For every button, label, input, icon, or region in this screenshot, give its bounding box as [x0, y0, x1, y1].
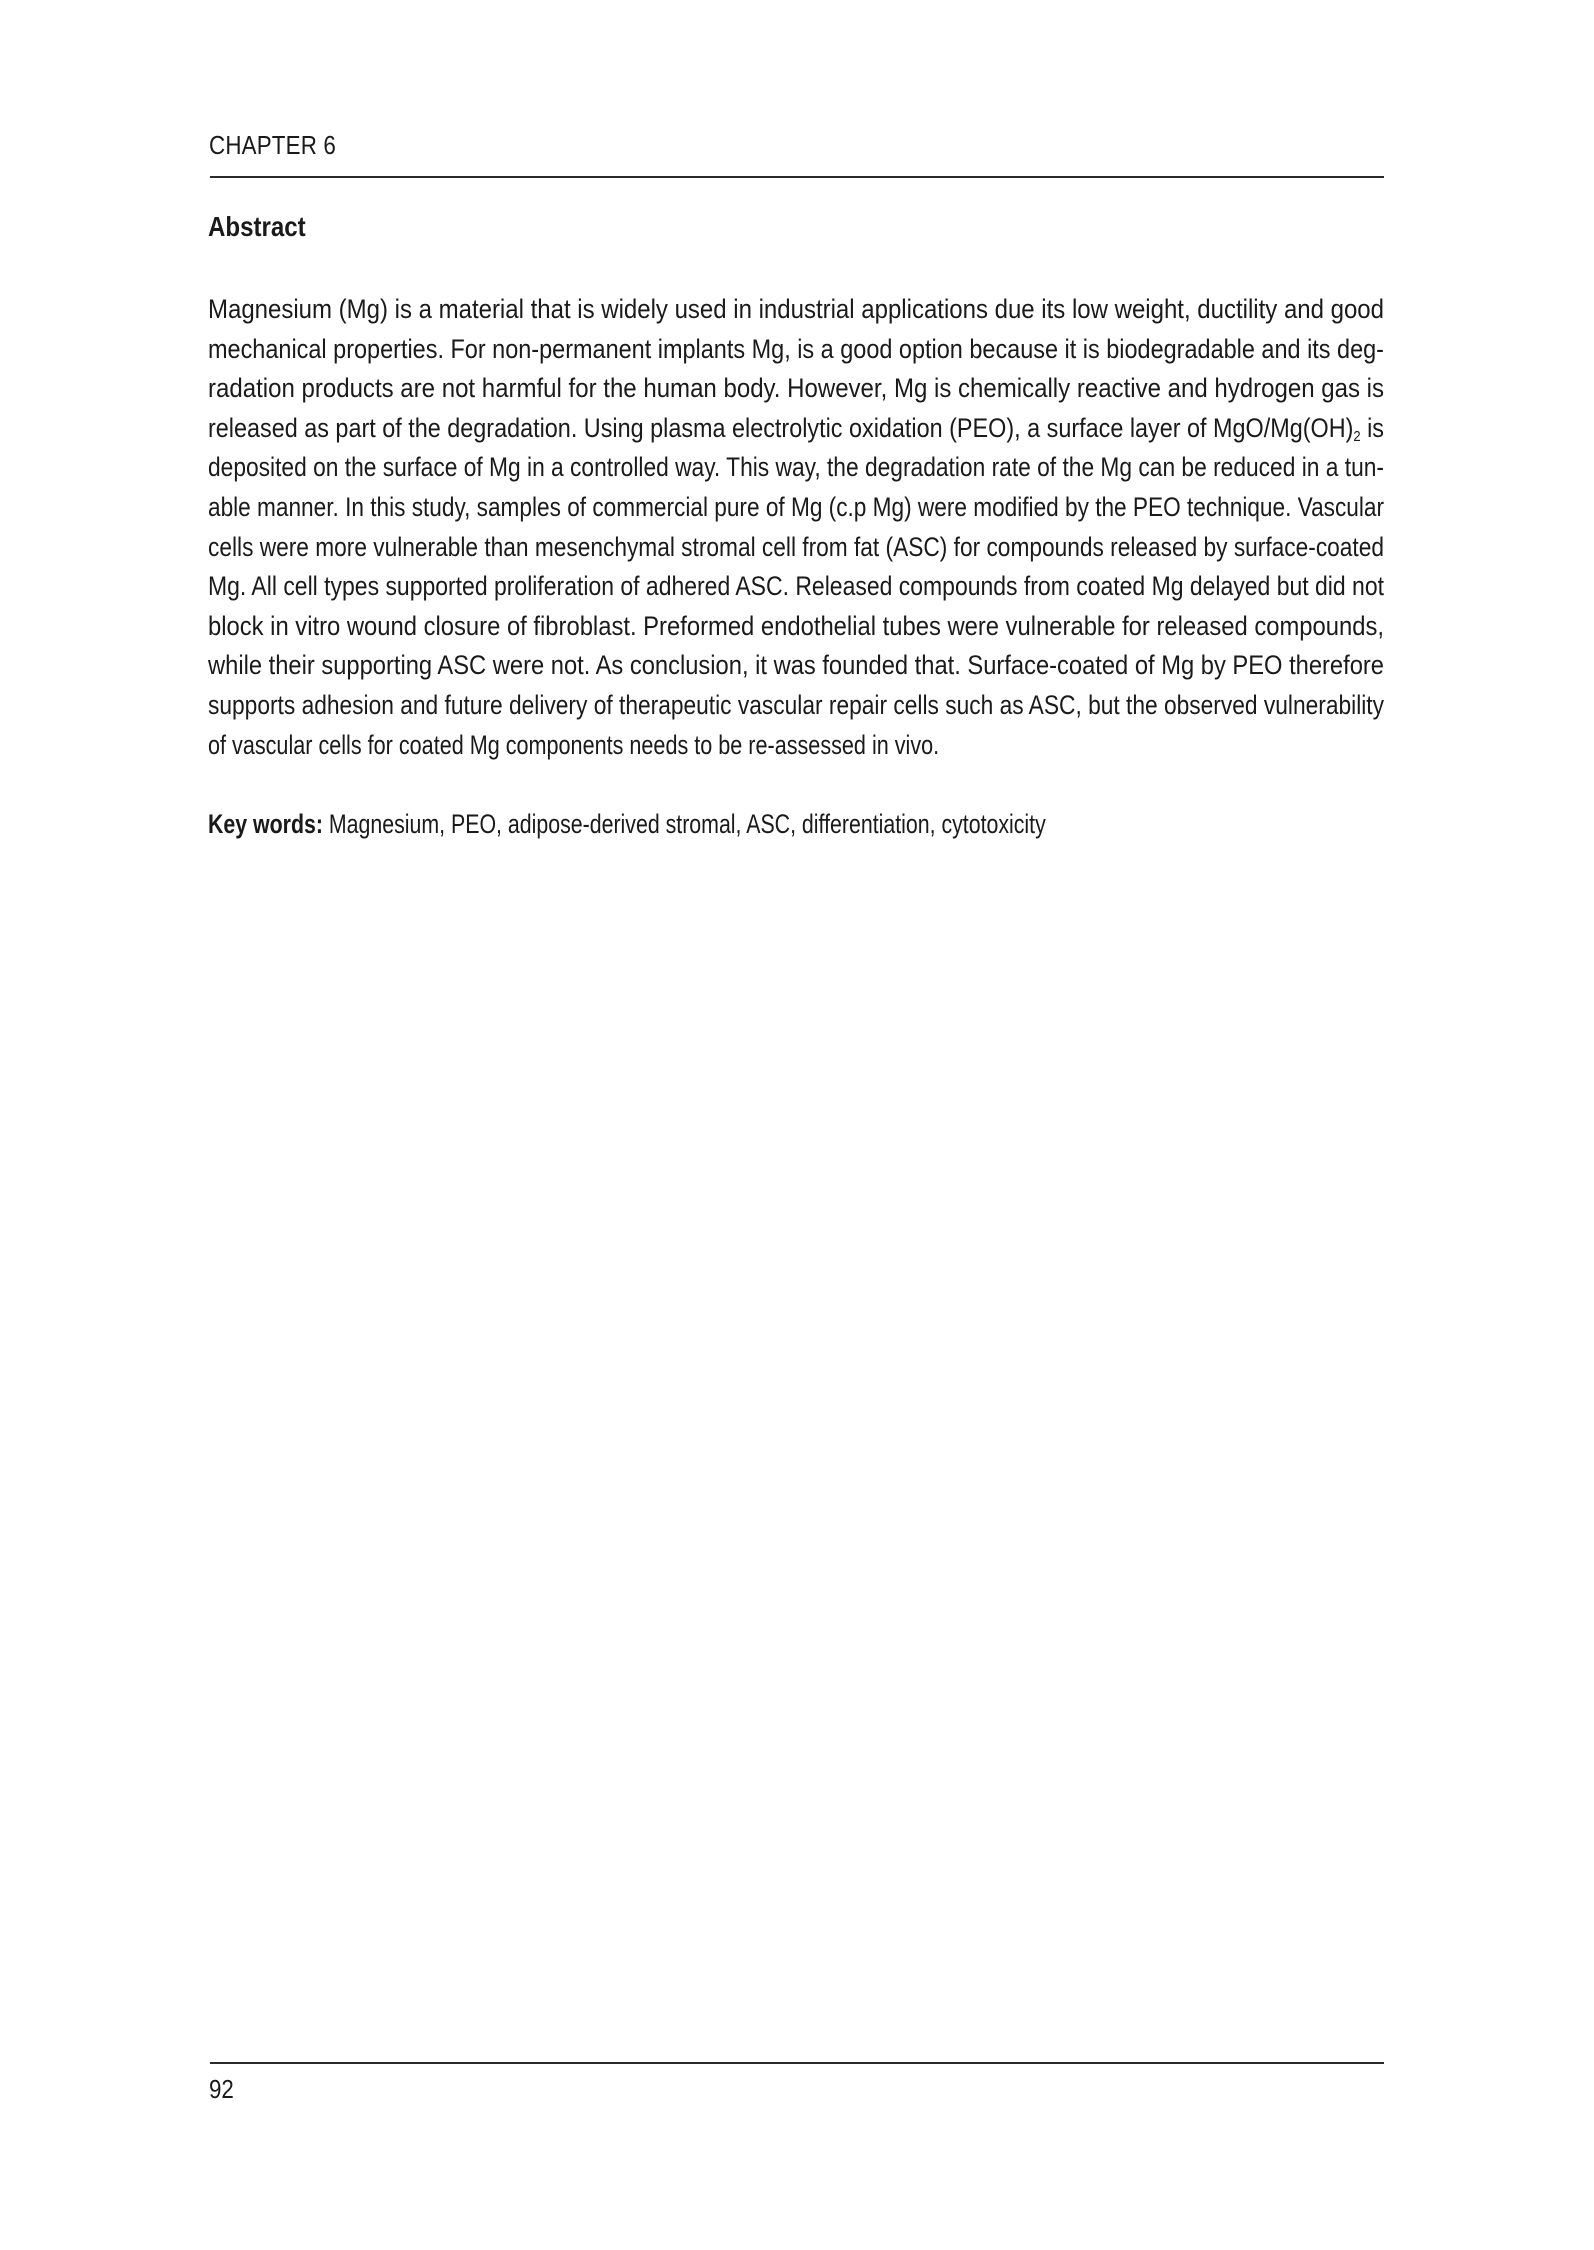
- header-rule: [210, 176, 1384, 178]
- running-header: CHAPTER 6: [209, 130, 337, 160]
- abstract-line: supports adhesion and future delivery of therapeutic vascular repair cells such as ASC, but the observed vulnerability: [208, 689, 1384, 720]
- abstract-line: of vascular cells for coated Mg components needs to be re-assessed in vivo.: [208, 729, 940, 760]
- abstract-line-text: released as part of the degradation. Using plasma electrolytic oxidation (PEO), a surface layer of MgO/Mg(OH): [208, 412, 1354, 443]
- abstract-line: Magnesium (Mg) is a material that is widely used in industrial applications due its low weight, ductility and good: [208, 294, 1384, 324]
- keywords: [208, 806, 1046, 842]
- abstract-line: radation products are not harmful for the human body. However, Mg is chemically reactive and hydrogen gas is: [208, 373, 1384, 404]
- abstract-line: while their supporting ASC were not. As conclusion, it was founded that. Surface-coated of Mg by PEO therefore: [208, 650, 1384, 681]
- footer-rule: [210, 2062, 1384, 2064]
- abstract-line: cells were more vulnerable than mesenchymal stromal cell from fat (ASC) for compounds released by surface-coated: [208, 531, 1384, 562]
- subscript-two: 2: [1353, 427, 1361, 445]
- abstract-line: block in vitro wound closure of fibroblast. Preformed endothelial tubes were vulnerable for released compounds,: [208, 610, 1384, 641]
- abstract-line: deposited on the surface of Mg in a controlled way. This way, the degradation rate of the Mg can be reduced in a tun-: [208, 452, 1384, 483]
- abstract-line: able manner. In this study, samples of commercial pure of Mg (c.p Mg) were modified by the PEO technique. Vascular: [208, 491, 1384, 522]
- keywords-text: Magnesium, PEO, adipose-derived stromal, ASC, differentiation, cytotoxicity: [322, 809, 1046, 839]
- abstract-line: mechanical properties. For non-permanent implants Mg, is a good option because it is biodegradable and its deg-: [208, 333, 1384, 364]
- page-number: 92: [209, 2074, 234, 2104]
- keywords-label: Key words:: [208, 809, 323, 839]
- abstract-line: [208, 409, 1384, 449]
- section-heading: Abstract: [208, 211, 306, 242]
- abstract-body: [208, 290, 1384, 765]
- abstract-line: Mg. All cell types supported proliferation of adhered ASC. Released compounds from coated Mg delayed but did not: [208, 571, 1384, 602]
- abstract-line-tail: is: [1360, 412, 1384, 443]
